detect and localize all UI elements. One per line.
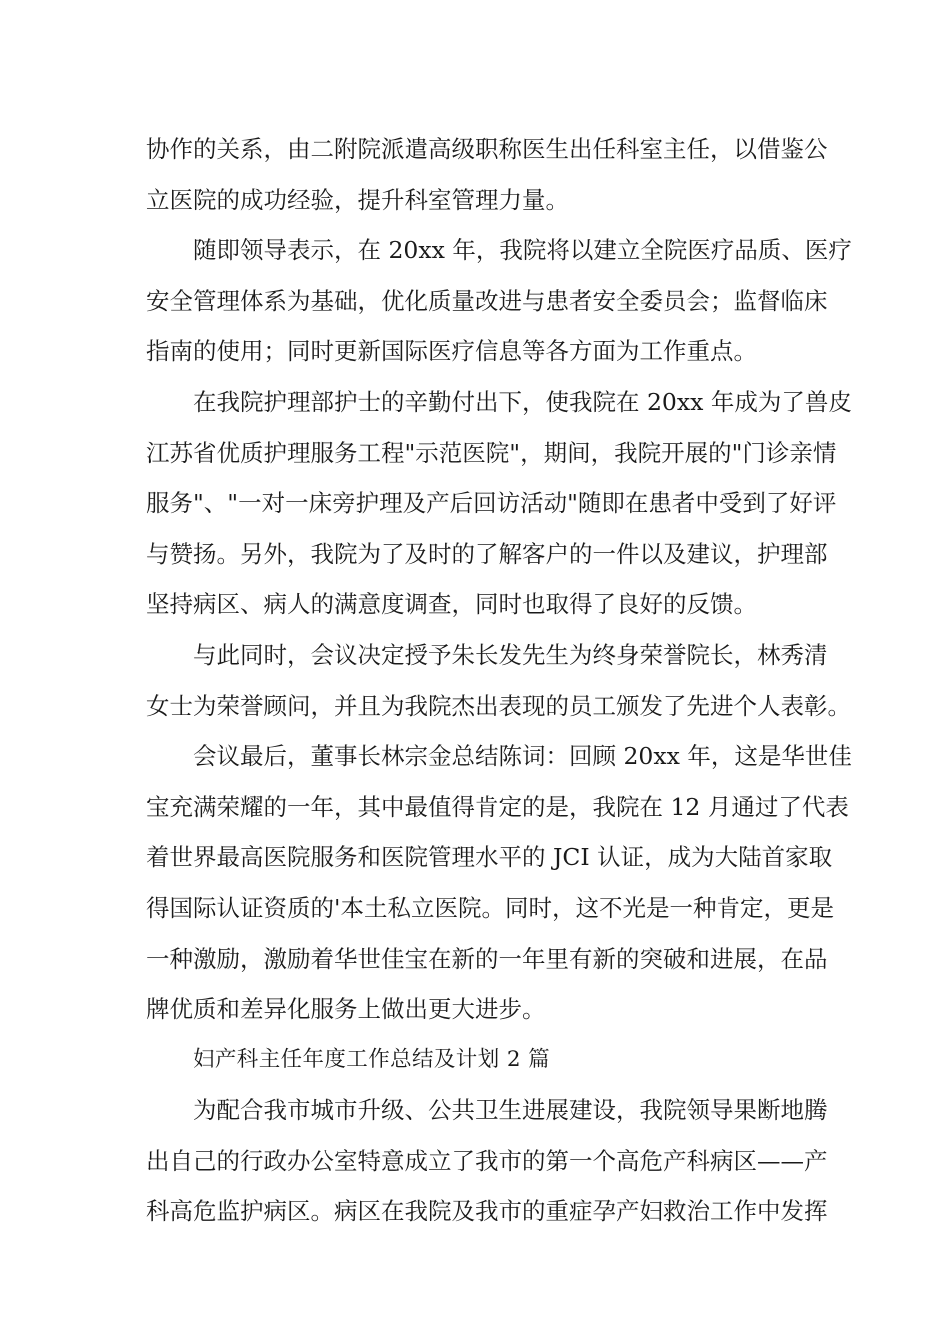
text-line: 科高危监护病区。病区在我院及我市的重症孕产妇救治工作中发挥 — [146, 1197, 828, 1226]
text-line: 协作的关系，由二附院派遣高级职称医生出任科室主任，以借鉴公 — [146, 135, 828, 163]
text-line: 服务"、"一对一床旁护理及产后回访活动"随即在患者中受到了好评 — [146, 489, 837, 518]
text-line: 牌优质和差异化服务上做出更大进步。 — [146, 995, 546, 1024]
section-heading: 妇产科主任年度工作总结及计划 2 篇 — [193, 1046, 551, 1072]
text-line: 出自己的行政办公室特意成立了我市的第一个高危产科病区——产 — [146, 1146, 828, 1175]
text-line: 指南的使用；同时更新国际医疗信息等各方面为工作重点。 — [146, 337, 757, 366]
text-line: 与赞扬。另外，我院为了及时的了解客户的一件以及建议，护理部 — [146, 539, 828, 568]
text-line: 安全管理体系为基础，优化质量改进与患者安全委员会；监督临床 — [146, 286, 828, 315]
text-line: 一种激励，激励着华世佳宝在新的一年里有新的突破和进展，在品 — [146, 944, 828, 973]
text-line: 与此同时，会议决定授予朱长发先生为终身荣誉院长，林秀清 — [193, 640, 828, 669]
text-line: 着世界最高医院服务和医院管理水平的 JCI 认证，成为大陆首家取 — [146, 843, 833, 872]
text-line: 坚持病区、病人的满意度调查，同时也取得了良好的反馈。 — [146, 590, 757, 619]
text-line: 江苏省优质护理服务工程"示范医院"，期间，我院开展的"门诊亲情 — [146, 438, 837, 467]
text-line: 得国际认证资质的'本土私立医院。同时，这不光是一种肯定，更是 — [146, 893, 834, 922]
text-line: 女士为荣誉顾问，并且为我院杰出表现的员工颁发了先进个人表彰。 — [146, 691, 851, 720]
text-line: 宝充满荣耀的一年，其中最值得肯定的是，我院在 12 月通过了代表 — [146, 792, 849, 821]
text-line: 为配合我市城市升级、公共卫生进展建设，我院领导果断地腾 — [193, 1096, 828, 1125]
document-body — [146, 124, 852, 1237]
text-line: 随即领导表示，在 20xx 年，我院将以建立全院医疗品质、医疗 — [193, 236, 852, 265]
text-line: 立医院的成功经验，提升科室管理力量。 — [146, 185, 569, 214]
text-line: 在我院护理部护士的辛勤付出下，使我院在 20xx 年成为了兽皮 — [193, 387, 852, 416]
text-line: 会议最后，董事长林宗金总结陈词：回顾 20xx 年，这是华世佳 — [193, 742, 852, 771]
